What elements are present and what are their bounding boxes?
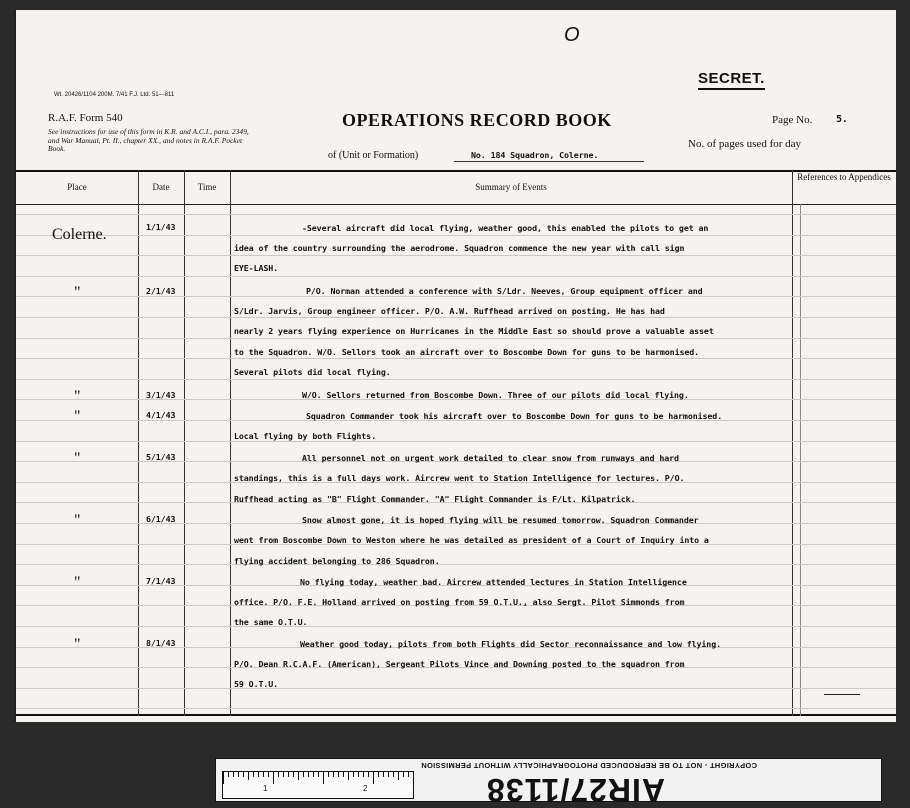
ruler-tick bbox=[363, 772, 364, 777]
place-4: " bbox=[74, 408, 81, 425]
ruler-tick bbox=[293, 772, 294, 777]
entry-5-line-1: All personnel not on urgent work detailed to clear snow from runways and hard bbox=[302, 453, 679, 463]
date-7: 7/1/43 bbox=[146, 576, 176, 586]
entry-3-line-1: W/O. Sellors returned from Boscombe Down. Three of our pilots did local flying. bbox=[302, 390, 689, 400]
ruled-line bbox=[16, 379, 896, 380]
date-4: 4/1/43 bbox=[146, 410, 176, 420]
entry-7-line-3: the same O.T.U. bbox=[234, 617, 308, 627]
scale-ruler bbox=[222, 771, 414, 799]
ruler-label-1: 1 bbox=[263, 784, 268, 793]
ruler-tick bbox=[233, 772, 234, 777]
ruler-tick bbox=[368, 772, 369, 777]
ruler-tick bbox=[243, 772, 244, 777]
document-title: OPERATIONS RECORD BOOK bbox=[342, 110, 612, 130]
ruler-tick bbox=[278, 772, 279, 777]
col-summary: Summary of Events bbox=[475, 182, 547, 192]
place-2: " bbox=[74, 284, 81, 301]
entry-4-line-1: Squadron Commander took his aircraft over to Boscombe Down for guns to be harmonised. bbox=[306, 411, 723, 421]
form-number: R.A.F. Form 540 bbox=[48, 112, 123, 124]
ruled-line bbox=[16, 296, 896, 297]
ruler-tick bbox=[253, 772, 254, 777]
ruler-tick bbox=[403, 772, 404, 777]
ruler-tick bbox=[273, 772, 274, 784]
ruler-tick bbox=[343, 772, 344, 777]
ruler-tick bbox=[248, 772, 249, 780]
entry-2-line-5: Several pilots did local flying. bbox=[234, 367, 391, 377]
date-2: 2/1/43 bbox=[146, 286, 176, 296]
place-8: " bbox=[74, 636, 81, 653]
entry-8-line-2: P/O. Dean R.C.A.F. (American), Sergeant Pilots Vince and Downing posted to the squadron from bbox=[234, 659, 685, 669]
place-3: " bbox=[74, 388, 81, 405]
ruled-line bbox=[16, 317, 896, 318]
col-date: Date bbox=[152, 182, 170, 192]
pages-used-label: No. of pages used for day bbox=[688, 138, 802, 150]
ruler-tick bbox=[303, 772, 304, 777]
col-place: Place bbox=[67, 182, 87, 192]
ruler-tick bbox=[408, 772, 409, 777]
ruler-tick bbox=[358, 772, 359, 777]
ruler-label-2: 2 bbox=[363, 784, 368, 793]
handwritten-mark: O bbox=[564, 24, 580, 46]
ruler-tick bbox=[398, 772, 399, 780]
place-1: Colerne. bbox=[52, 226, 107, 243]
ruler-tick bbox=[328, 772, 329, 777]
form-instructions: See instructions for use of this form in K.R. and A.C.I., para. 2349, and War Manual, Pt. II., chapter XX., and notes in R.A.F. Pocket Book. bbox=[48, 127, 249, 153]
place-6: " bbox=[74, 512, 81, 529]
ruler-tick bbox=[388, 772, 389, 777]
ruled-line bbox=[16, 626, 896, 627]
entry-2-line-4: to the Squadron. W/O. Sellors took an aircraft over to Boscombe Down for guns to be harmonised. bbox=[234, 347, 700, 357]
ruler-tick bbox=[383, 772, 384, 777]
ruler-tick bbox=[333, 772, 334, 777]
place-7: " bbox=[74, 574, 81, 591]
copyright-notice: COPYRIGHT - NOT TO BE REPRODUCED PHOTOGRAPHICALLY WITHOUT PERMISSION bbox=[421, 761, 757, 770]
entry-8-line-1: Weather good today, pilots from both Flights did Sector reconnaissance and low flying. bbox=[300, 639, 721, 649]
ruled-line bbox=[16, 688, 896, 689]
ruler-tick bbox=[378, 772, 379, 777]
ruled-line bbox=[16, 708, 896, 709]
ruler-tick bbox=[373, 772, 374, 784]
ruler-tick bbox=[308, 772, 309, 777]
ruled-line bbox=[16, 276, 896, 277]
entry-6-line-1: Snow almost gone, it is hoped flying will be resumed tomorrow. Squadron Commander bbox=[302, 515, 699, 525]
entry-6-line-3: flying accident belonging to 286 Squadron. bbox=[234, 556, 440, 566]
ruler-tick bbox=[258, 772, 259, 777]
date-6: 6/1/43 bbox=[146, 514, 176, 524]
ruled-line bbox=[16, 255, 896, 256]
ruled-line bbox=[16, 214, 896, 215]
ruled-line bbox=[16, 338, 896, 339]
ruler-tick bbox=[348, 772, 349, 780]
ruler-tick bbox=[313, 772, 314, 777]
ruler-tick bbox=[223, 772, 224, 784]
entry-2-line-1: P/O. Norman attended a conference with S/Ldr. Neeves, Group equipment officer and bbox=[306, 286, 703, 296]
entry-7-line-2: office. P/O. F.E. Holland arrived on posting from 59 O.T.U., also Sergt. Pilot Simmonds from bbox=[234, 597, 685, 607]
archive-reference: AIR27/1138 bbox=[486, 772, 666, 808]
col-time: Time bbox=[197, 182, 217, 192]
ruled-line bbox=[16, 441, 896, 442]
col-references: References to Appendices bbox=[797, 172, 891, 182]
entry-2-line-3: nearly 2 years flying experience on Hurricanes in the Middle East so should prove a valuable asset bbox=[234, 326, 714, 336]
ruler-tick bbox=[263, 772, 264, 777]
entry-8-line-3: 59 O.T.U. bbox=[234, 679, 279, 689]
ruler-tick bbox=[283, 772, 284, 777]
entry-5-line-3: Ruffhead acting as "B" Flight Commander. "A" Flight Commander is F/Lt. Kilpatrick. bbox=[234, 494, 636, 504]
entry-1-line-2: idea of the country surrounding the aerodrome. Squadron commence the new year with call sign bbox=[234, 243, 685, 253]
entry-2-line-2: S/Ldr. Jarvis, Group engineer officer. P/O. A.W. Ruffhead arrived on posting. He has had bbox=[234, 306, 665, 316]
entry-7-line-1: No flying today, weather bad. Aircrew attended lectures in Station Intelligence bbox=[300, 577, 687, 587]
ruled-line bbox=[16, 564, 896, 565]
ruler-tick bbox=[298, 772, 299, 780]
entry-5-line-2: standings, this is a full days work. Aircrew went to Station Intelligence for lectures. P/O. bbox=[234, 473, 685, 483]
place-5: " bbox=[74, 450, 81, 467]
date-8: 8/1/43 bbox=[146, 638, 176, 648]
ruler-tick bbox=[318, 772, 319, 777]
page-number: 5. bbox=[836, 114, 848, 125]
page-label: Page No. bbox=[772, 114, 813, 126]
unit-label: of (Unit or Formation) bbox=[328, 150, 419, 161]
date-3: 3/1/43 bbox=[146, 390, 176, 400]
ruler-tick bbox=[228, 772, 229, 777]
ruler-tick bbox=[413, 772, 414, 777]
date-1: 1/1/43 bbox=[146, 222, 176, 232]
entry-1-line-3: EYE-LASH. bbox=[234, 263, 279, 273]
entry-6-line-2: went from Boscombe Down to Weston where he was detailed as president of a Court of Inquiry into a bbox=[234, 535, 709, 545]
entry-4-line-2: Local flying by both Flights. bbox=[234, 431, 376, 441]
ruler-tick bbox=[323, 772, 324, 784]
ruled-line bbox=[16, 235, 896, 236]
archive-label-strip bbox=[215, 758, 882, 808]
date-5: 5/1/43 bbox=[146, 452, 176, 462]
secret-stamp: SECRET. bbox=[698, 70, 765, 90]
entry-1-line-1: -Several aircraft did local flying, weather good, this enabled the pilots to get an bbox=[302, 223, 709, 233]
ruler-tick bbox=[238, 772, 239, 777]
ruler-tick bbox=[393, 772, 394, 777]
ruler-tick bbox=[288, 772, 289, 777]
record-page bbox=[14, 10, 896, 722]
ruled-line bbox=[16, 358, 896, 359]
ruler-tick bbox=[338, 772, 339, 777]
ruler-tick bbox=[268, 772, 269, 777]
ruler-tick bbox=[353, 772, 354, 777]
print-code: Wt. 20426/1104 200M. 7/41 F.J. Ltd. 51—811 bbox=[54, 92, 175, 98]
unit-name: No. 184 Squadron, Colerne. bbox=[471, 150, 599, 160]
